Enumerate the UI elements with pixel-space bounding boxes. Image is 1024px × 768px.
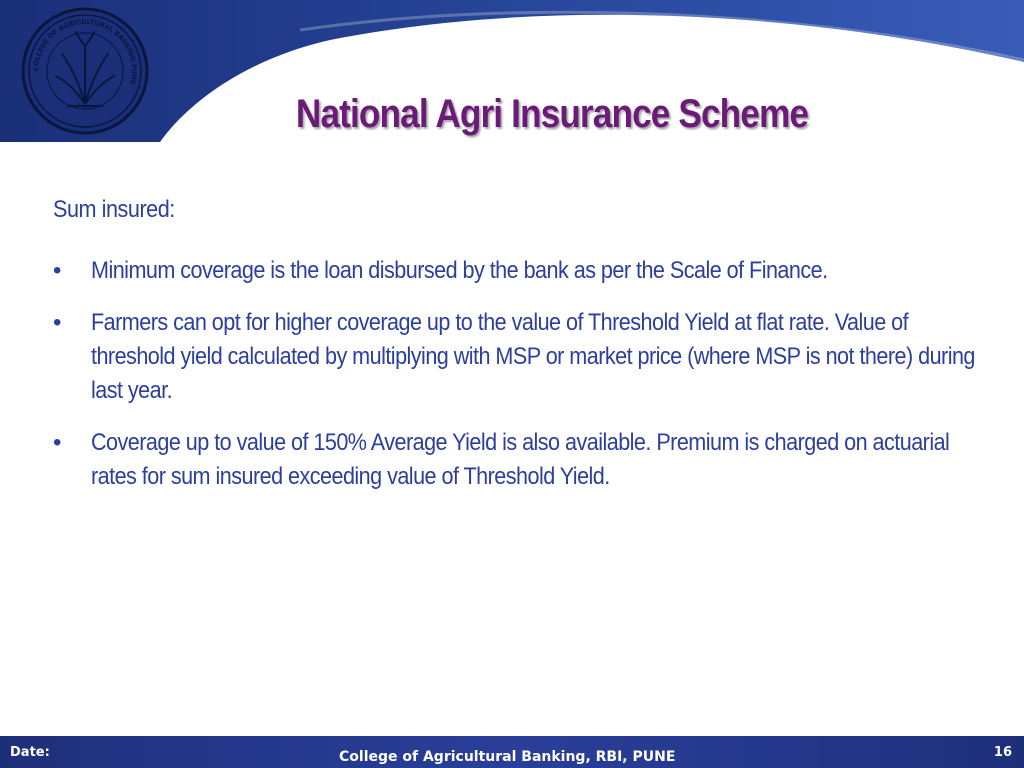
bullet-icon: • [53,429,62,456]
bullet-item [53,254,963,288]
logo-ring-text: COLLEGE OF AGRICULTURAL BANKING PUNE [31,17,139,86]
footer-bar [0,736,1024,768]
bullet-item [53,306,975,408]
footer-institution: College of Agricultural Banking, RBI, PUNE [339,749,676,765]
slide-title: National Agri Insurance Scheme [295,92,809,136]
bullet-text: Minimum coverage is the loan disbursed by the bank as per the Scale of Finance. [91,257,828,284]
footer-date-label: Date: [10,745,50,760]
bullet-icon: • [53,257,62,284]
bullet-icon: • [53,309,62,336]
bullet-item [53,426,963,494]
bullet-text: Coverage up to value of 150% Average Yield is also available. Premium is charged on actuarial rates for sum insured exceeding value of Threshold Yield. [91,429,950,490]
slide-body [53,196,975,512]
bullet-text: Farmers can opt for higher coverage up to the value of Threshold Yield at flat rate. Value of threshold yield calculated by multiplying with MSP or market price (where MSP is not there) during last year. [91,309,975,404]
bullet-list [53,254,975,494]
page-number: 16 [993,745,1012,760]
intro-text: Sum insured: [53,196,175,223]
